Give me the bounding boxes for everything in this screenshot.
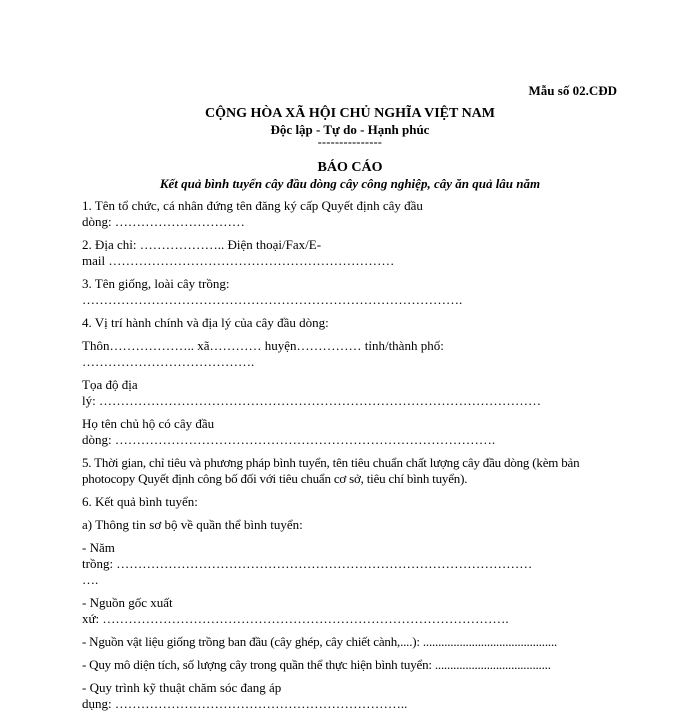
document-body xyxy=(82,198,622,712)
care-process xyxy=(82,680,622,712)
section-3-line-2: ……………………………………………………………………………. xyxy=(82,292,463,307)
header-divider: --------------- xyxy=(317,135,383,149)
material-source xyxy=(82,634,622,650)
origin xyxy=(82,595,622,627)
section-1 xyxy=(82,198,622,230)
form-number: Mẫu số 02.CĐD xyxy=(528,83,617,98)
owner-name xyxy=(82,416,622,448)
coordinates-line-1: Tọa độ địa xyxy=(82,377,138,392)
section-4 xyxy=(82,315,622,370)
origin-line-2: xứ: …………………………………………………………………………………. xyxy=(82,611,509,626)
section-2-line-1: 2. Địa chỉ: ……………….. Điện thoại/Fax/E- xyxy=(82,237,322,252)
origin-line-1: - Nguồn gốc xuất xyxy=(82,595,173,610)
section-4-line-2: Thôn……………….. xã………… huyện…………… tỉnh/thành phố: xyxy=(82,338,444,353)
care-process-line-1: - Quy trình kỹ thuật chăm sóc đang áp xyxy=(82,680,282,695)
owner-name-line-1: Họ tên chủ hộ có cây đầu xyxy=(82,416,215,431)
coordinates-line-2: lý: ………………………………………………………………………………………… xyxy=(82,393,541,408)
section-3 xyxy=(82,276,622,308)
motto: Độc lập - Tự do - Hạnh phúc xyxy=(270,122,430,137)
document-title: BÁO CÁO xyxy=(317,160,383,175)
scale-line-1: - Quy mô diện tích, số lượng cây trong quần thể thực hiện bình tuyển: ...................................... xyxy=(82,657,551,672)
owner-name-line-2: dòng: ……………………………………………………………………………. xyxy=(82,432,496,447)
document-subtitle: Kết quả bình tuyển cây đầu dòng cây công nghiệp, cây ăn quả lâu năm xyxy=(159,176,541,191)
planting-year-line-2: trồng: …………………………………………………………………………………… xyxy=(82,556,533,571)
section-4-line-3: …………………………………. xyxy=(82,354,255,369)
nation-heading: CỘNG HÒA XÃ HỘI CHỦ NGHĨA VIỆT NAM xyxy=(204,106,495,121)
section-1-line-1: 1. Tên tổ chức, cá nhân đứng tên đăng ký cấp Quyết định cây đầu xyxy=(82,198,423,213)
section-3-line-1: 3. Tên giống, loài cây trồng: xyxy=(82,276,230,291)
planting-year xyxy=(82,540,622,588)
section-6 xyxy=(82,494,622,510)
section-2-line-2: mail ………………………………………………………… xyxy=(82,253,395,268)
coordinates xyxy=(82,377,622,409)
scale xyxy=(82,657,622,673)
planting-year-line-3: …. xyxy=(82,572,99,587)
section-6a-line-1: a) Thông tin sơ bộ về quần thể bình tuyển: xyxy=(82,517,303,532)
section-4-line-1: 4. Vị trí hành chính và địa lý của cây đầu dòng: xyxy=(82,315,329,330)
section-5 xyxy=(82,455,622,487)
section-1-line-2: dòng: ………………………… xyxy=(82,214,245,229)
section-6a xyxy=(82,517,622,533)
planting-year-line-1: - Năm xyxy=(82,540,115,555)
material-source-line-1: - Nguồn vật liệu giống trồng ban đầu (cây ghép, cây chiết cành,....): ............................................ xyxy=(82,634,558,649)
care-process-line-2: dụng: ………………………………………………………….. xyxy=(82,696,408,711)
section-6-line-1: 6. Kết quả bình tuyển: xyxy=(82,494,198,509)
section-2 xyxy=(82,237,622,269)
section-5-text: 5. Thời gian, chỉ tiêu và phương pháp bình tuyển, tên tiêu chuẩn chất lượng cây đầu dòng (kèm bản photocopy Quyết định công bố đối với tiêu chuẩn cơ sở, tiêu chí bình tuyển). xyxy=(82,455,580,486)
